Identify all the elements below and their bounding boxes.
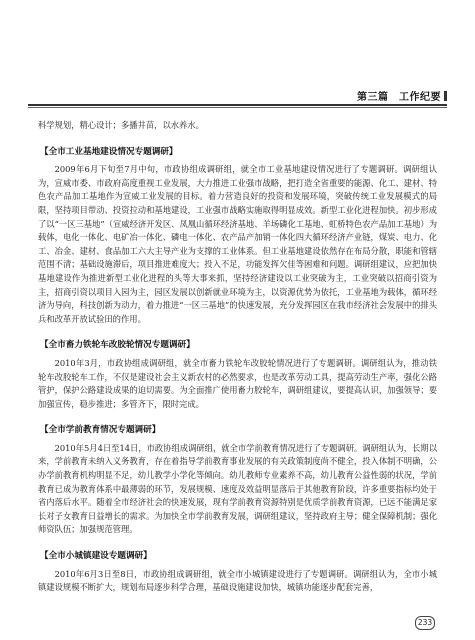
section-body-preschool: 2010年5月4日至14日，市政协组成调研组，就全市学前教育情况进行了专题调研。调研组认为，长期以来，学前教育未纳入义务教育，存在着指导学前教育事业发展的有关政策制度尚不健全，投入体制不明确，公办学前教育机构明显不足，幼儿教学小学化等倾向。幼儿教师专业素养不高，幼儿教育公益性弱的状况，学前教育已成为教育体系中最薄弱的环节，发展规模、速度及效益明显落后于其他教育阶段，许多重要指标均处于省内落后水平。随着全市经济社会的快速发展，现有学前教育资源特别是优质学前教育资源，已远不能满足家长对子女教育日益增长的需求。为加快全市学前教育发展，调研组建议，坚持政府主导；健全保障机制；强化师资队伍；加强规范管理。 (38, 442, 437, 535)
section-body-cart-wheels: 2010年3月，市政协组成调研组，就全市畜力铁轮车改胶轮情况进行了专题调研。调研组认为，推动铁轮车改胶轮车工作，不仅是建设社会主义新农村的必然要求，也是改革劳动工具，提高劳动生产率，强化公路管护，保护公路建设成果的迫切需要。为全面推广使用畜力胶轮车，调研组建议，要提高认识，加强领导；要加强宣传，稳步推进；多管齐下，限时完成。 (38, 357, 437, 409)
section-title-industrial-base: 【全市工业基地建设情况专题调研】 (40, 146, 178, 157)
header-rule-thin (28, 107, 447, 108)
section-title-small-towns: 【全市小城镇建设专题调研】 (40, 551, 152, 562)
section-title-preschool: 【全市学前教育情况专题调研】 (40, 425, 161, 436)
section-body-industrial-base: 2009年6月下旬至7月中旬，市政协组成调研组，就全市工业基地建设情况进行了专题调研。调研组认为，宣威市委、市政府高度重视工业发展，大力推进工业强市战略，把打造全省重要的能源、化工、建材、特色农产品加工基地作为宣威工业发展的目标。着力营造良好的投资和发展环境，突破传统工业发展模式的局限，坚持项目带动、投资拉动和基地建设，工业强市战略实施取得明显成效。新型工业化进程加快。初步形成了以“一区三基地”（宣威经济开发区、凤凰山循环经济基地、羊场磷化工基地、虹桥特色农产品加工基地）为载体，电化一体化、电矿冶一体化、磷电一体化、农产品产加销一体化四大循环经济产业链，煤炭、电力、化工、冶金、建材、食品加工六大主导产业为支撑的工业体系。但工业基地建设依然存在布局分散，职能和管辖范围不清；基础设施滞后，项目推进难度大；投入不足，功能发挥欠佳等困难和问题。调研组建议，应把加快基地建设作为推进新型工业化进程的头等大事来抓，坚持经济建设以工业突破为主，工业突破以招商引资为主，招商引资以项目入园为主，园区发展以创新就业环境为主，以资源优势为依托，工业基地为载体，循环经济为导向，科技创新为动力，着力推进“一区三基地”的快速发展，充分发挥园区在我市经济社会发展中的排头兵和改革开放试验田的作用。 (38, 164, 437, 324)
header-marker (444, 91, 447, 101)
section-title-cart-wheels: 【全市畜力铁轮车改胶轮情况专题调研】 (40, 340, 195, 351)
chapter-title: 第三篇 工作纪要 (357, 92, 441, 103)
running-header (28, 88, 447, 108)
page-body (38, 119, 437, 595)
header-rule (28, 104, 447, 106)
intro-paragraph: 科学规划，精心设计；多播井苗，以水养水。 (38, 120, 204, 130)
section-body-small-towns: 2010年6月3日至8日，市政协组成调研组，就全市小城镇建设进行了专题调研。调研组认为，全市小城镇建设规模不断扩大，规划布局逐步科学合理，基础设施建设加快，城镇功能逐步配套完善， (38, 568, 437, 593)
page-number: 233 (415, 616, 435, 630)
